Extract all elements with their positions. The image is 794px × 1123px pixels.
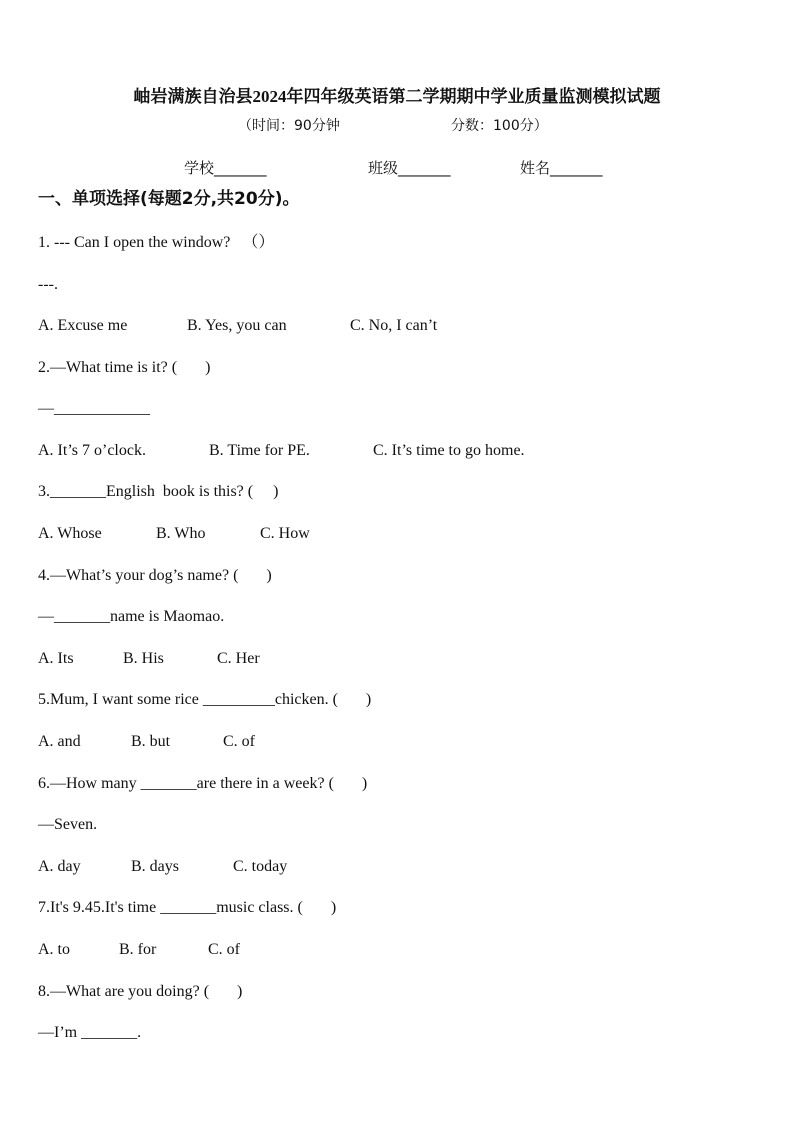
- exam-time: （时间：90分钟: [238, 118, 340, 134]
- question-1-option-a: A. Excuse me: [38, 317, 128, 334]
- question-6-option-a: A. day: [38, 858, 81, 875]
- school-field: 学校_______: [184, 159, 267, 177]
- question-5-stem: 5.Mum, I want some rice _________chicken. ( ): [38, 691, 372, 708]
- name-field: 姓名_______: [520, 159, 603, 177]
- question-4-option-c: C. Her: [217, 650, 260, 667]
- question-4-answer-line: —_______name is Maomao.: [38, 608, 225, 625]
- question-2-option-c: C. It’s time to go home.: [373, 442, 525, 459]
- question-1-answer-line: ---.: [38, 276, 58, 293]
- question-7-option-b: B. for: [119, 941, 157, 958]
- question-7-option-c: C. of: [208, 941, 240, 958]
- question-6-stem: 6.—How many _______are there in a week? ( ): [38, 775, 368, 792]
- question-7-option-a: A. to: [38, 941, 70, 958]
- question-5-option-c: C. of: [223, 733, 255, 750]
- question-8-answer-line: —I’m _______.: [38, 1024, 142, 1041]
- exam-score: 分数：100分）: [451, 118, 548, 134]
- question-8-stem: 8.—What are you doing? ( ): [38, 983, 243, 1000]
- question-5-option-b: B. but: [131, 733, 171, 750]
- question-3-option-a: A. Whose: [38, 525, 102, 542]
- question-2-option-b: B. Time for PE.: [209, 442, 310, 459]
- question-1-stem: 1. --- Can I open the window? （）: [38, 234, 275, 251]
- question-4-option-a: A. Its: [38, 650, 74, 667]
- question-3-stem: 3._______English book is this? ( ): [38, 483, 279, 500]
- question-6-option-b: B. days: [131, 858, 179, 875]
- section-title: 一、单项选择(每题2分,共20分)。: [38, 189, 300, 209]
- exam-title: 岫岩满族自治县2024年四年级英语第二学期期中学业质量监测模拟试题: [133, 87, 661, 106]
- question-2-stem: 2.—What time is it? ( ): [38, 359, 211, 376]
- question-4-option-b: B. His: [123, 650, 164, 667]
- question-2-answer-line: —____________: [38, 400, 150, 417]
- question-1-option-c: C. No, I can’t: [350, 317, 438, 334]
- question-2-option-a: A. It’s 7 o’clock.: [38, 442, 146, 459]
- question-1-option-b: B. Yes, you can: [187, 317, 287, 334]
- question-4-stem: 4.—What’s your dog’s name? ( ): [38, 567, 272, 584]
- question-7-stem: 7.It's 9.45.It's time _______music class. ( ): [38, 899, 337, 916]
- question-6-option-c: C. today: [233, 858, 288, 875]
- class-field: 班级_______: [368, 159, 451, 177]
- question-3-option-c: C. How: [260, 525, 310, 542]
- question-6-answer-line: —Seven.: [38, 816, 98, 833]
- question-3-option-b: B. Who: [156, 525, 206, 542]
- question-5-option-a: A. and: [38, 733, 81, 750]
